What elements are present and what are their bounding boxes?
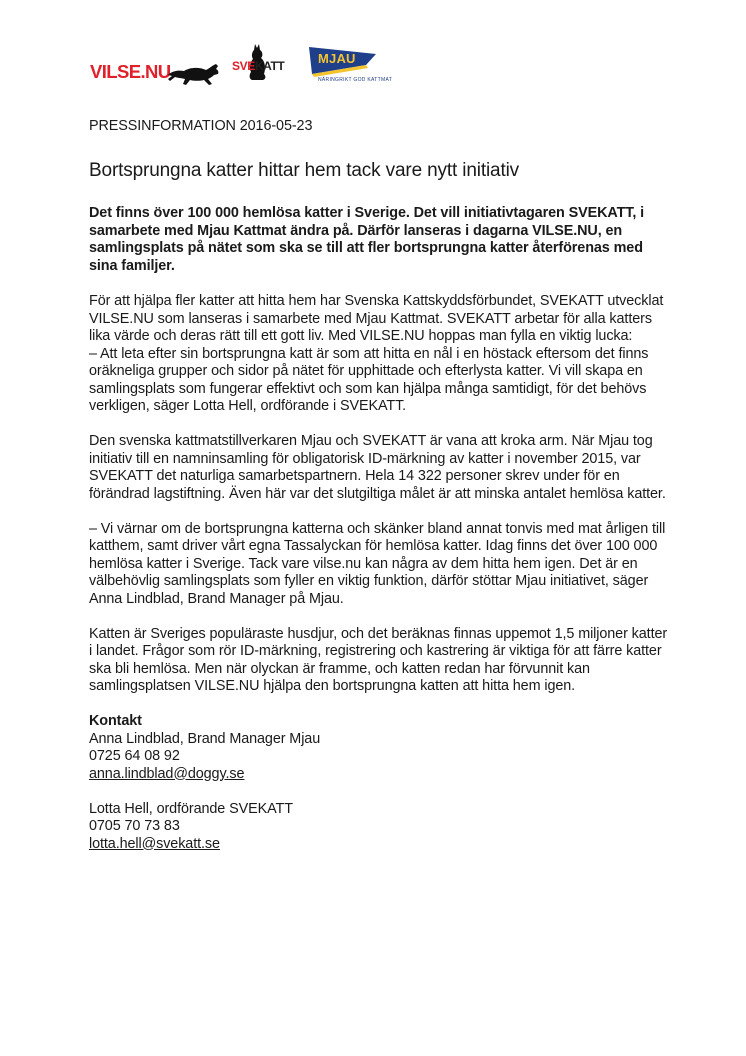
contact-heading: Kontakt <box>89 713 142 729</box>
paragraph-collaboration: Den svenska kattmatstillverkaren Mjau och SVEKATT är vana att kroka arm. När Mjau tog initiativ till en namninsamling för obligatorisk ID-märkning av katter i november 2015, var SVEKATT det naturliga samarbetspartnern. Hela 14 322 personer skrev under för en förändrad lagstiftning. Även här var det slutgiltiga målet är att minska antalet hemlösa katter. <box>89 433 666 502</box>
running-cat-icon <box>166 61 220 87</box>
contact-phone: 0725 64 08 92 <box>89 748 180 764</box>
page-title: Bortsprungna katter hittar hem tack vare nytt initiativ <box>89 160 520 181</box>
svekatt-logo-red: SVE <box>232 59 255 73</box>
contact-section <box>89 801 669 854</box>
paragraph-quote-lotta: – Att leta efter sin bortsprungna katt är som att hitta en nål i en höstack eftersom det finns oräkneliga grupper och sidor på nätet för upphittade och efterlysta katter. Vi vill skapa en samlingsplats som fungerar effektivt och som kan hjälpa många samtidigt, för det behövs verkligen, säger Lotta Hell, ordförande i SVEKATT. <box>89 345 649 414</box>
press-release-body <box>89 205 669 871</box>
press-info-date: PRESSINFORMATION 2016-05-23 <box>89 118 313 134</box>
lead-paragraph: Det finns över 100 000 hemlösa katter i Sverige. Det vill initiativtagaren SVEKATT, i samarbete med Mjau Kattmat ändra på. Därför lanseras i dagarna VILSE.NU, en samlingsplats på nätet som ska se till att fler bortsprungna katter återförenas med sina familjer. <box>89 205 645 274</box>
mjau-logo-text: MJAU <box>318 51 356 66</box>
paragraph-intro: För att hjälpa fler katter att hitta hem har Svenska Kattskyddsförbundet, SVEKATT utvecklat VILSE.NU som lanseras i samarbete med Mjau Kattmat. SVEKATT arbetar för alla katters lika värde och deras rätt till ett gott liv. Med VILSE.NU hoppas man fylla en viktig lucka: <box>89 293 664 344</box>
mjau-logo-tagline: NÄRINGRIKT GOD KATTMAT <box>318 77 393 83</box>
contact-phone: 0705 70 73 83 <box>89 818 180 834</box>
contact-name: Anna Lindblad, Brand Manager Mjau <box>89 730 321 747</box>
paragraph-quote-anna: – Vi värnar om de bortsprungna katterna och skänker bland annat tonvis med mat årligen till katthem, samt driver vårt egna Tassalyckan för hemlösa katter. Idag finns det över 100 000 hemlösa katter i Sverige. Tack vare vilse.nu kan några av dem hitta hem igen. Det är en välbehövlig samlingsplats som fyller en viktig funktion, därför stöttar Mjau initiativet, säger Anna Lindblad, Brand Manager på Mjau. <box>89 520 666 607</box>
paragraph-conclusion: Katten är Sveriges populäraste husdjur, och det beräknas finnas uppemot 1,5 miljoner katter i landet. Frågor som rör ID-märkning, registrering och kastrering är viktiga för att färre katter ska bli hemlösa. Men när olyckan är framme, och katten redan har förvunnit kan samlingsplatsen VILSE.NU hjälpa den bortsprungna katten att hitta hem igen. <box>89 625 668 694</box>
contact-name: Lotta Hell, ordförande SVEKATT <box>89 800 293 817</box>
mjau-logo <box>306 44 393 88</box>
logo-bar <box>88 42 408 92</box>
vilse-logo <box>90 61 218 87</box>
svekatt-logo <box>230 42 290 86</box>
svekatt-logo-text <box>232 59 284 73</box>
contact-email-link[interactable]: anna.lindblad@doggy.se <box>89 765 245 782</box>
vilse-logo-text: VILSE.NU <box>90 61 171 82</box>
svekatt-logo-black: KATT <box>254 59 285 73</box>
contact-email-link[interactable]: lotta.hell@svekatt.se <box>89 835 220 852</box>
contact-section <box>89 713 669 783</box>
